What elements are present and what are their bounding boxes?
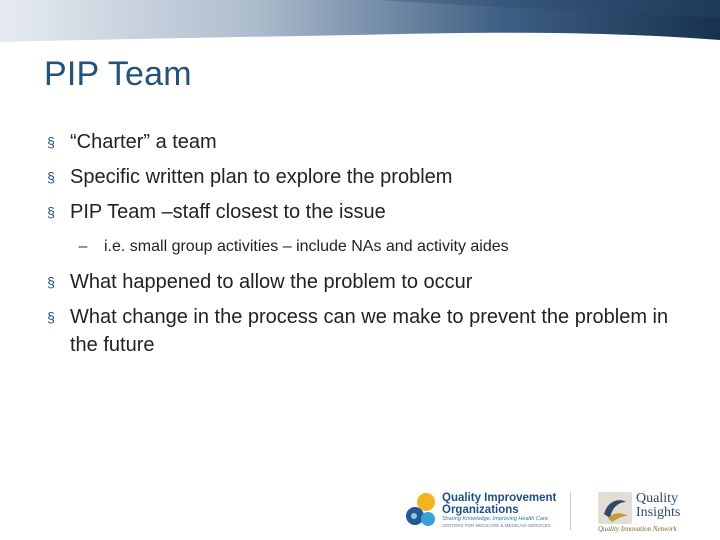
bullet-written-plan: [44, 163, 684, 191]
bullet-marker: §: [47, 169, 55, 185]
qio-emblem-icon: [404, 490, 440, 530]
sub-bullet-group-activities: [44, 236, 684, 258]
qio-name-line1: Quality Improvement: [442, 492, 557, 504]
bullet-marker: §: [47, 274, 55, 290]
bullet-marker: §: [47, 134, 55, 150]
bullet-text: Specific written plan to explore the problem: [70, 166, 453, 188]
logo-divider: [570, 492, 571, 530]
bullet-list: [44, 128, 684, 366]
qio-tagline: Sharing Knowledge. Improving Health Care.: [442, 516, 550, 522]
header-band: [0, 0, 720, 42]
bullet-text: What happened to allow the problem to occur: [70, 271, 473, 293]
sub-bullet-text: i.e. small group activities – include NAs and activity aides: [104, 238, 509, 255]
bullet-what-happened: [44, 268, 684, 296]
quality-insights-emblem-icon: [598, 492, 632, 524]
bullet-text: “Charter” a team: [70, 131, 217, 153]
quality-insights-subtext: Quality Innovation Network: [598, 525, 677, 533]
qio-name-line2: Organizations: [442, 504, 519, 516]
bullet-charter-team: [44, 128, 684, 156]
bullet-text: What change in the process can we make to prevent the problem in the future: [70, 306, 669, 356]
slide-title: PIP Team: [44, 55, 192, 93]
bullet-pip-team-staff: [44, 198, 684, 226]
bullet-marker: §: [47, 204, 55, 220]
bullet-what-change: [44, 303, 684, 359]
qio-logo: [404, 490, 564, 534]
bullet-marker: §: [47, 309, 55, 325]
quality-insights-name-line1: Quality: [636, 491, 678, 506]
bullet-text: PIP Team –staff closest to the issue: [70, 201, 386, 223]
quality-insights-name-line2: Insights: [636, 505, 681, 520]
sub-bullet-marker: –: [78, 238, 88, 255]
footer-logos: [404, 488, 704, 534]
qio-subtext: CENTERS FOR MEDICARE & MEDICAID SERVICES: [442, 523, 551, 528]
quality-insights-logo: [598, 490, 704, 534]
